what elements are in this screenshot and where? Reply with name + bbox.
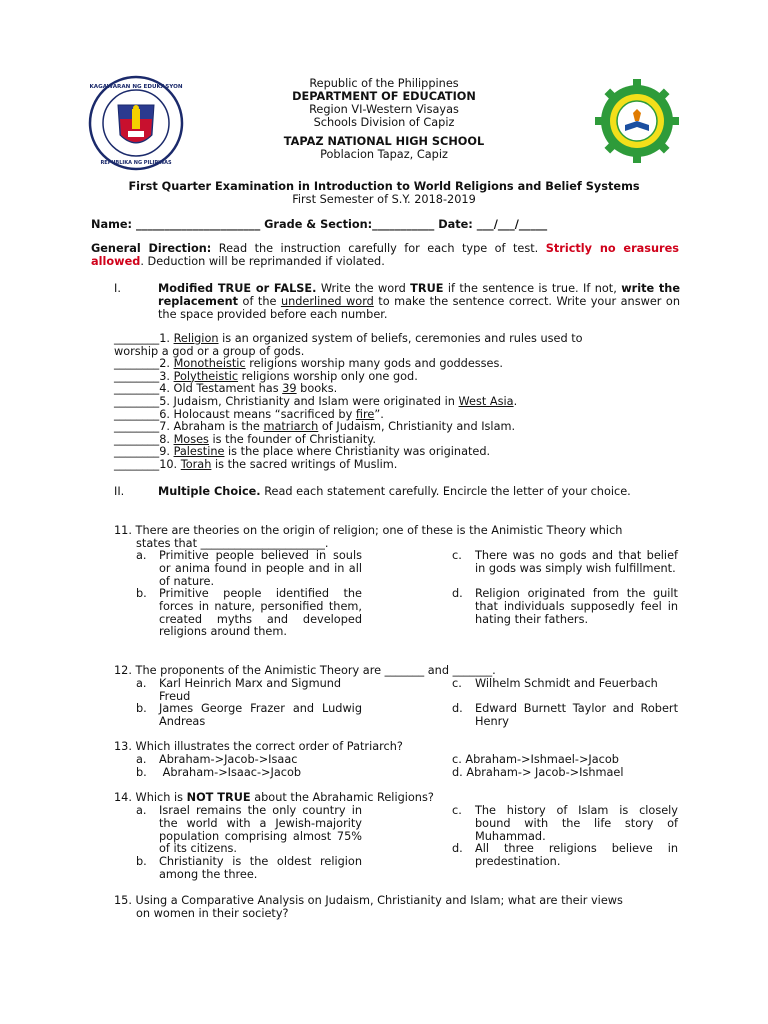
tf-item-text: is the place where Christianity was originated. <box>224 445 491 459</box>
option-text: The history of Islam is closely bound with the life story of Muhammad. <box>475 804 678 843</box>
tf-underlined-word: Palestine <box>173 445 225 459</box>
direction-rest: . Deduction will be reprimanded if violated. <box>140 254 385 268</box>
option-text: James George Frazer and Ludwig Andreas <box>159 702 362 728</box>
option-letter: a. <box>136 677 147 690</box>
part1-text-replacement: write the replacement <box>158 282 680 308</box>
option-text: Edward Burnett Taylor and Robert Henry <box>475 702 678 728</box>
option-text: Christianity is the oldest religion among the three. <box>159 855 362 881</box>
option-letter: c. <box>452 677 462 690</box>
question-stem-cont: on women in their society? <box>136 906 289 920</box>
option-text: Primitive people believed in souls or anima found in people and in all of nature. <box>159 549 362 588</box>
department-line: DEPARTMENT OF EDUCATION <box>292 90 476 103</box>
option-text: Abraham->Isaac->Jacob <box>159 766 302 779</box>
tf-item-text: ________6. Holocaust means “sacrificed by <box>114 407 356 421</box>
school-name: TAPAZ NATIONAL HIGH SCHOOL <box>283 135 485 148</box>
tf-item-text: books. <box>296 382 338 396</box>
tf-underlined-word: Religion <box>173 332 219 345</box>
tf-item-text: ________5. Judaism, Christianity and Islam were originated in <box>114 394 459 408</box>
tf-underlined-word: 39 <box>282 382 297 396</box>
option-text: Israel remains the only country in the world with a Jewish-majority population comprising almost 75% of its citizens. <box>159 804 362 856</box>
tf-item-text: ________10. <box>114 457 181 471</box>
tf-item-text: of Judaism, Christianity and Islam. <box>318 420 516 434</box>
q13-option-d[interactable]: d. Abraham-> Jacob->Ishmael <box>452 766 624 779</box>
tf-item-text: . <box>513 394 518 408</box>
option-letter: c. <box>452 804 462 817</box>
option-text: Abraham->Jacob->Isaac <box>159 753 298 766</box>
tf-item-text: ________9. <box>114 445 174 459</box>
general-direction <box>91 243 679 269</box>
school-address: Poblacion Tapaz, Capiz <box>320 148 448 161</box>
tf-item-text: ________2. <box>114 357 174 371</box>
tf-item-text: is the sacred writings of Muslim. <box>211 457 398 471</box>
question-stem-cont: states that ______________________. <box>136 536 329 550</box>
stem-emphasis: NOT TRUE <box>186 791 251 804</box>
exam-title: First Quarter Examination in Introduction to World Religions and Belief Systems <box>128 180 640 193</box>
part2-heading: Multiple Choice. <box>158 485 261 498</box>
option-text: Wilhelm Schmidt and Feuerbach <box>475 677 658 690</box>
student-info-line[interactable]: Name: ______________________ Grade & Section:___________ Date: ___/___/_____ <box>91 218 548 231</box>
stem-text: 14. Which is <box>114 791 187 804</box>
question-stem: 11. There are theories on the origin of religion; one of these is the Animistic Theory which <box>114 524 623 537</box>
part1-text: to make the sentence correct. Write your answer on the space provided before each number. <box>158 294 680 321</box>
tf-item-text: worship a god or a group of gods. <box>114 344 305 358</box>
part2-numeral: II. <box>114 485 125 498</box>
tf-item-text: ”. <box>374 407 384 421</box>
tf-underlined-word: fire <box>355 407 375 421</box>
part1-text: of the <box>238 294 281 308</box>
tf-item-text: ________7. Abraham is the <box>114 420 264 434</box>
stem-text: about the Abrahamic Religions? <box>250 791 434 804</box>
question-12 <box>114 665 680 678</box>
division-line: Schools Division of Capiz <box>313 116 455 129</box>
part1-text-underlined: underlined word <box>280 294 374 308</box>
option-letter: b. <box>136 855 147 868</box>
tf-underlined-word: Polytheistic <box>173 369 239 383</box>
question-stem: 12. The proponents of the Animistic Theory are _______ and _______. <box>114 664 496 677</box>
tf-item-text: religions worship many gods and goddesses. <box>245 357 503 371</box>
option-text: There was no gods and that belief in gods was simply wish fulfillment. <box>475 549 678 575</box>
tf-item-text: is an organized system of beliefs, ceremonies and rules used to <box>218 332 583 345</box>
option-letter: a. <box>136 549 147 562</box>
option-letter: a. <box>136 753 147 766</box>
exam-semester: First Semester of S.Y. 2018-2019 <box>292 193 476 206</box>
option-text: Religion originated from the guilt that individuals supposedly feel in hating their fathers. <box>475 587 678 626</box>
tf-item-text: ________8. <box>114 432 174 446</box>
part1-numeral: I. <box>114 282 121 295</box>
tf-underlined-word: Monotheistic <box>173 357 246 371</box>
part1-text: if the sentence is true. If not, <box>443 282 622 295</box>
option-letter: d. <box>452 842 463 855</box>
question-stem <box>114 792 680 805</box>
true-false-items <box>114 333 680 472</box>
tf-item-text: ________4. Old Testament has <box>114 382 283 396</box>
part1-heading: Modified TRUE or FALSE. <box>158 282 317 295</box>
tf-item[interactable] <box>114 459 680 472</box>
option-letter: d. <box>452 587 463 600</box>
option-letter: b. <box>136 587 147 600</box>
option-letter: a. <box>136 804 147 817</box>
question-13 <box>114 741 680 754</box>
direction-label: General Direction: <box>91 242 212 255</box>
direction-text: Read the instruction carefully for each type of test. <box>211 242 546 255</box>
tf-underlined-word: matriarch <box>263 420 319 434</box>
tf-item-text: ________1. <box>114 332 174 345</box>
option-letter: c. <box>452 549 462 562</box>
question-stem: 15. Using a Comparative Analysis on Judaism, Christianity and Islam; what are their views <box>114 894 623 907</box>
option-letter: b. <box>136 702 147 715</box>
option-letter: d. <box>452 702 463 715</box>
part2-text: Read each statement carefully. Encircle the letter of your choice. <box>260 485 631 498</box>
option-letter: b. <box>136 766 147 779</box>
direction-strict: Strictly no erasures allowed <box>91 242 680 268</box>
question-15 <box>114 895 680 921</box>
tf-item-text: religions worship only one god. <box>238 369 418 383</box>
question-11 <box>114 525 680 551</box>
region-line: Region VI-Western Visayas <box>309 103 459 116</box>
republic-line: Republic of the Philippines <box>309 77 459 90</box>
svg-text:REPUBLIKA NG PILIPINAS: REPUBLIKA NG PILIPINAS <box>100 160 172 166</box>
option-text: Primitive people identified the forces in nature, personified them, created myths and developed religions around them. <box>159 587 362 639</box>
tf-underlined-word: Torah <box>180 457 212 471</box>
tf-underlined-word: Moses <box>173 432 209 446</box>
part1-text-true: TRUE <box>410 282 444 295</box>
svg-text:KAGAWARAN NG EDUKASYON: KAGAWARAN NG EDUKASYON <box>89 84 183 90</box>
question-stem: 13. Which illustrates the correct order of Patriarch? <box>114 740 403 753</box>
option-text: Karl Heinrich Marx and Sigmund Freud <box>159 677 342 703</box>
option-text: All three religions believe in predestination. <box>475 842 678 868</box>
tf-item-text: is the founder of Christianity. <box>208 432 376 446</box>
tf-underlined-word: West Asia <box>458 394 514 408</box>
q13-option-c[interactable]: c. Abraham->Ishmael->Jacob <box>452 753 619 766</box>
part1-text: Write the word <box>316 282 411 295</box>
question-14 <box>114 792 680 805</box>
tf-item-text: ________3. <box>114 369 174 383</box>
